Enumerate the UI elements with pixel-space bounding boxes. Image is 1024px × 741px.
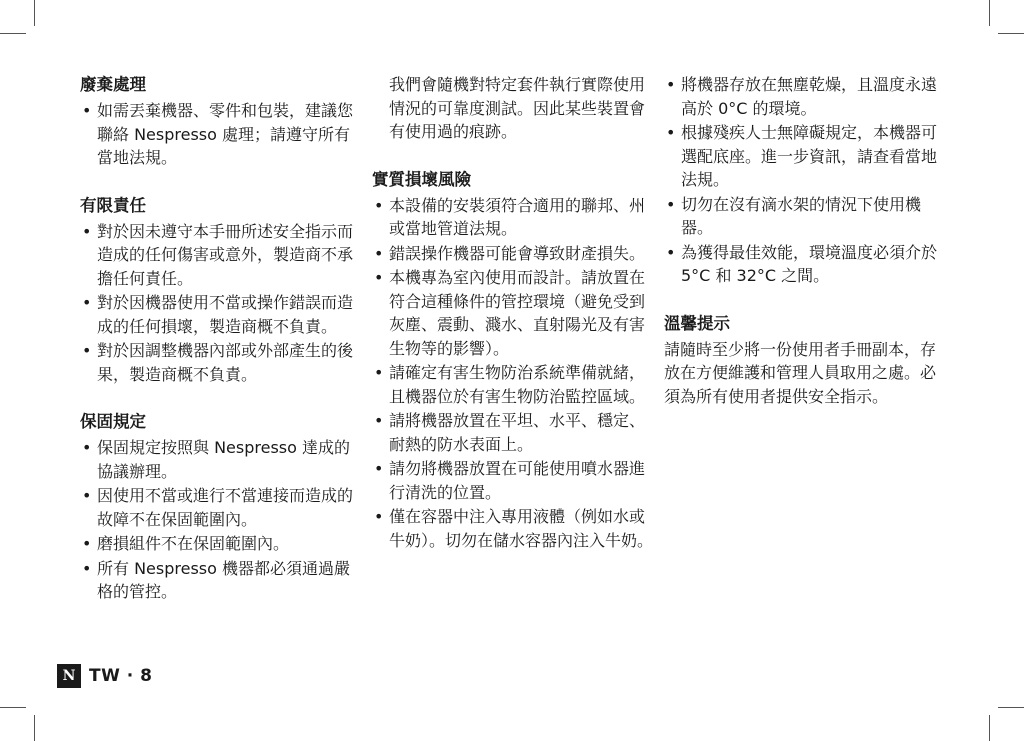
list-item <box>80 532 362 556</box>
section-storage <box>664 73 946 288</box>
list-item-text: 因使用不當或進行不當連接而造成的故障不在保固範圍內。 <box>97 486 354 529</box>
list-item-text: 對於因調整機器內部或外部產生的後果，製造商概不負責。 <box>97 341 354 384</box>
nespresso-logo-icon <box>57 664 81 688</box>
list-item-text: 如需丟棄機器、零件和包裝，建議您聯絡 Nespresso 處理；請遵守所有當地法規。 <box>97 101 354 167</box>
bullet-list <box>664 73 946 288</box>
bullet-icon: • <box>666 242 676 262</box>
list-item-text: 所有 Nespresso 機器都必須通過嚴格的管控。 <box>97 558 351 601</box>
list-item <box>80 436 362 483</box>
bullet-icon: • <box>82 221 92 241</box>
crop-mark-bottom-left <box>34 715 35 741</box>
list-item <box>372 409 656 456</box>
list-item-text: 對於因未遵守本手冊所述安全指示而造成的任何傷害或意外，製造商不承擔任何責任。 <box>97 221 354 288</box>
crop-mark-bottom-right <box>989 715 990 741</box>
column-middle <box>372 73 656 576</box>
list-item-text: 保固規定按照與 Nespresso 達成的協議辦理。 <box>97 438 351 481</box>
bullet-icon: • <box>374 243 384 263</box>
column-left <box>80 73 362 628</box>
list-item-text: 本機專為室內使用而設計。請放置在符合這種條件的管控環境（避免受到灰塵、震動、濺水、直射陽光及有害生物等的影響）。 <box>389 268 646 358</box>
list-item <box>372 266 656 360</box>
bullet-icon: • <box>374 507 384 526</box>
list-item-text: 錯誤操作機器可能會導致財產損失。 <box>389 243 646 263</box>
bullet-icon: • <box>374 268 384 287</box>
bullet-icon: • <box>374 459 384 478</box>
page-number: TW · 8 <box>89 666 153 686</box>
list-item <box>372 194 656 241</box>
list-item-text: 請將機器放置在平坦、水平、穩定、耐熱的防水表面上。 <box>389 411 646 454</box>
list-item <box>80 484 362 531</box>
list-item <box>80 339 362 386</box>
bullet-icon: • <box>82 293 92 312</box>
list-item-text: 為獲得最佳效能，環境溫度必須介於 5°C 和 32°C 之間。 <box>681 242 938 285</box>
list-item-text: 請確定有害生物防治系統準備就緒，且機器位於有害生物防治監控區域。 <box>389 363 646 406</box>
section-property-damage <box>372 168 656 553</box>
bullet-list <box>80 99 362 170</box>
list-item-text: 切勿在沒有滴水架的情況下使用機器。 <box>681 194 922 237</box>
bullet-icon: • <box>82 558 92 578</box>
list-item-text: 根據殘疾人士無障礙規定，本機器可選配底座。進一步資訊，請查看當地法規。 <box>681 123 938 189</box>
list-item <box>664 73 946 120</box>
list-item <box>664 193 946 240</box>
list-item-text: 將機器存放在無塵乾燥，且溫度永遠高於 0°C 的環境。 <box>681 75 938 118</box>
bullet-icon: • <box>374 363 384 382</box>
list-item <box>372 361 656 408</box>
list-item <box>80 220 362 291</box>
bullet-icon: • <box>374 411 384 430</box>
bullet-icon: • <box>666 123 676 142</box>
section-heading: 溫馨提示 <box>664 313 730 333</box>
intro-paragraph: 我們會隨機對特定套件執行實際使用情況的可靠度測試。因此某些裝置會有使用過的痕跡。 <box>389 75 646 141</box>
bullet-icon: • <box>82 534 92 553</box>
bullet-icon: • <box>82 438 92 457</box>
list-item-text: 磨損組件不在保固範圍內。 <box>97 534 290 553</box>
tip-paragraph: 請隨時至少將一份使用者手冊副本，存放在方便維護和管理人員取用之處。必須為所有使用者提供安全指示。 <box>664 339 937 406</box>
crop-mark-right-top <box>998 33 1024 34</box>
list-item <box>80 99 362 170</box>
bullet-icon: • <box>374 195 384 215</box>
list-item <box>664 241 946 288</box>
section-liability <box>80 194 362 387</box>
section-intro <box>372 73 656 144</box>
bullet-icon: • <box>82 101 92 120</box>
bullet-icon: • <box>82 341 92 360</box>
bullet-list <box>80 436 362 604</box>
bullet-list <box>372 194 656 553</box>
section-disposal <box>80 73 362 170</box>
crop-mark-left-bottom <box>0 707 26 708</box>
list-item-text: 僅在容器中注入專用液體（例如水或牛奶）。切勿在儲水容器內注入牛奶。 <box>389 507 654 550</box>
bullet-list <box>80 220 362 387</box>
section-heading: 實質損壞風險 <box>372 169 471 189</box>
section-warranty <box>80 410 362 604</box>
crop-mark-left-top <box>0 33 26 34</box>
section-heading: 保固規定 <box>80 412 146 431</box>
list-item-text: 本設備的安裝須符合適用的聯邦、州或當地管道法規。 <box>389 195 646 238</box>
section-heading: 廢棄處理 <box>80 75 146 94</box>
list-item <box>80 291 362 338</box>
list-item-text: 請勿將機器放置在可能使用噴水器進行清洗的位置。 <box>389 459 646 502</box>
list-item-text: 對於因機器使用不當或操作錯誤而造成的任何損壞，製造商概不負責。 <box>97 293 354 336</box>
crop-mark-top-right <box>989 0 990 26</box>
list-item <box>372 457 656 504</box>
bullet-icon: • <box>666 75 676 94</box>
section-heading: 有限責任 <box>80 195 146 215</box>
logo-letter: N <box>62 668 76 684</box>
list-item <box>664 121 946 192</box>
crop-mark-right-bottom <box>998 707 1024 708</box>
crop-mark-top-left <box>34 0 35 26</box>
bullet-icon: • <box>666 194 676 214</box>
list-item <box>372 505 656 552</box>
section-tips <box>664 312 946 409</box>
page-footer <box>57 664 152 688</box>
column-right <box>664 73 946 432</box>
list-item <box>80 557 362 604</box>
bullet-icon: • <box>82 486 92 505</box>
list-item <box>372 242 656 266</box>
